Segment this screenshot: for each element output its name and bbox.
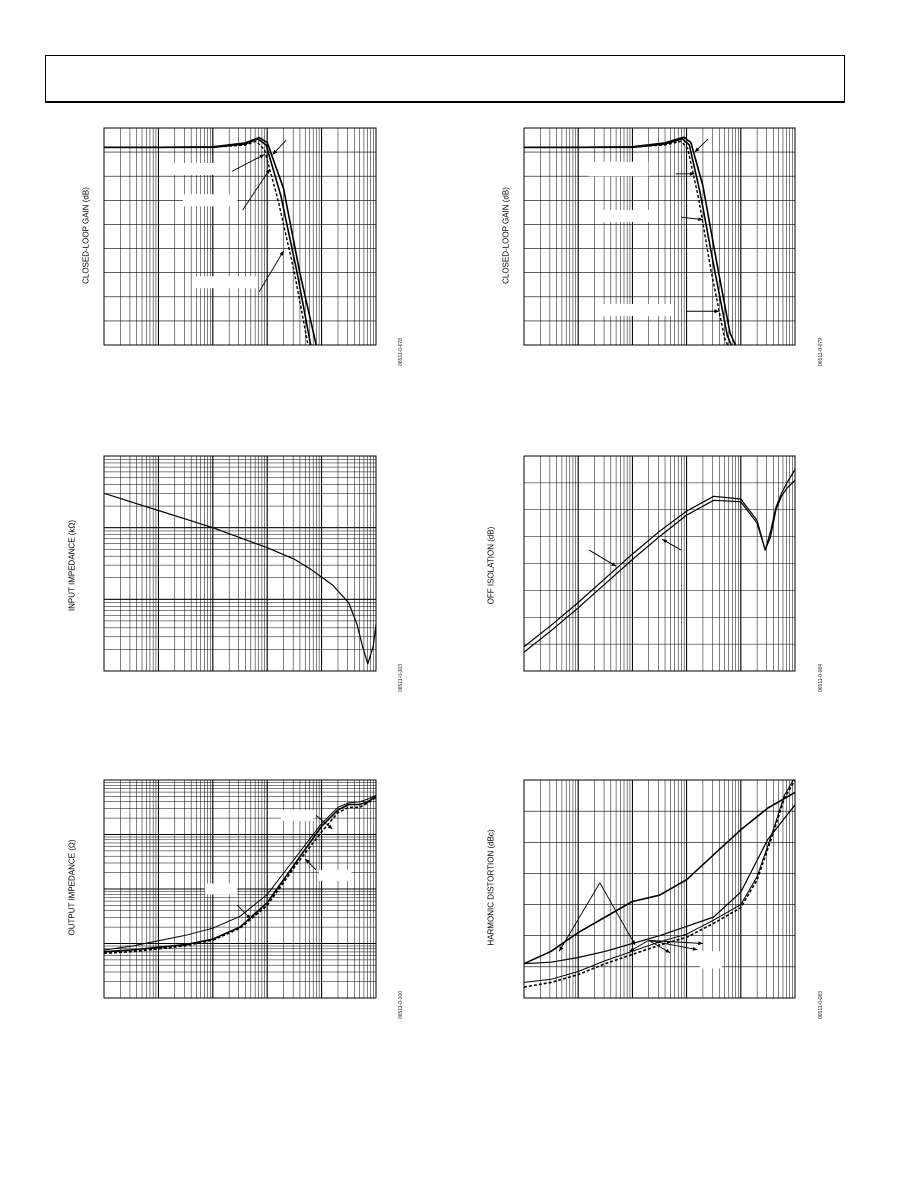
y-axis-label: CLOSED-LOOP GAIN (dB) bbox=[81, 187, 91, 284]
legend-label-box bbox=[700, 951, 722, 968]
series-line-1 bbox=[524, 793, 795, 964]
plot-frame bbox=[104, 128, 376, 345]
figure-number: 06511-0-078 bbox=[398, 338, 404, 366]
figure-number: 06511-0-103 bbox=[398, 664, 404, 692]
header-bar bbox=[45, 55, 845, 103]
legend-label-box bbox=[205, 884, 238, 895]
legend-label-box bbox=[172, 163, 226, 175]
legend-label-box bbox=[603, 210, 657, 222]
y-axis-label: CLOSED-LOOP GAIN (dB) bbox=[501, 187, 511, 284]
y-axis-label: INPUT IMPEDANCE (kΩ) bbox=[67, 519, 77, 612]
arrow-head bbox=[698, 941, 703, 945]
chart-plot-1 bbox=[103, 127, 377, 346]
series-line-2 bbox=[524, 805, 795, 964]
figure-number: 06511-0-079 bbox=[818, 338, 824, 366]
series-line-1 bbox=[524, 469, 795, 646]
chart-plot-2 bbox=[523, 127, 796, 346]
y-axis-label: HARMONIC DISTORTION (dBc) bbox=[486, 829, 496, 946]
legend-label-box bbox=[319, 870, 352, 881]
chart-plot-4 bbox=[523, 455, 796, 672]
chart-plot-5 bbox=[103, 779, 377, 999]
series-line-3 bbox=[104, 141, 319, 369]
legend-label-box bbox=[589, 162, 649, 176]
plot-frame bbox=[524, 780, 795, 998]
series-line-1 bbox=[104, 493, 376, 664]
annotation-arrow bbox=[559, 883, 600, 952]
arrow-head bbox=[693, 947, 698, 951]
figure-number: 06511-0-100 bbox=[398, 991, 404, 1019]
legend-label-box bbox=[183, 194, 237, 206]
legend-label-box bbox=[281, 810, 314, 821]
chart-plot-6 bbox=[523, 779, 796, 999]
legend-label-box bbox=[603, 304, 673, 316]
figure-number: 06511-0-084 bbox=[818, 664, 824, 692]
series-line-4 bbox=[524, 777, 795, 983]
legend-label-box bbox=[194, 276, 257, 288]
annotation-arrow bbox=[259, 251, 283, 292]
y-axis-label: OFF ISOLATION (dB) bbox=[486, 526, 496, 605]
series-line-2 bbox=[524, 480, 795, 652]
plot-frame bbox=[104, 456, 376, 671]
annotation-arrow bbox=[243, 169, 270, 210]
y-axis-label: OUTPUT IMPEDANCE (Ω) bbox=[67, 839, 77, 936]
chart-plot-3 bbox=[103, 455, 377, 672]
annotation-arrow bbox=[232, 155, 265, 172]
arrow-head bbox=[266, 169, 270, 174]
figure-number: 06511-0-083 bbox=[818, 991, 824, 1019]
